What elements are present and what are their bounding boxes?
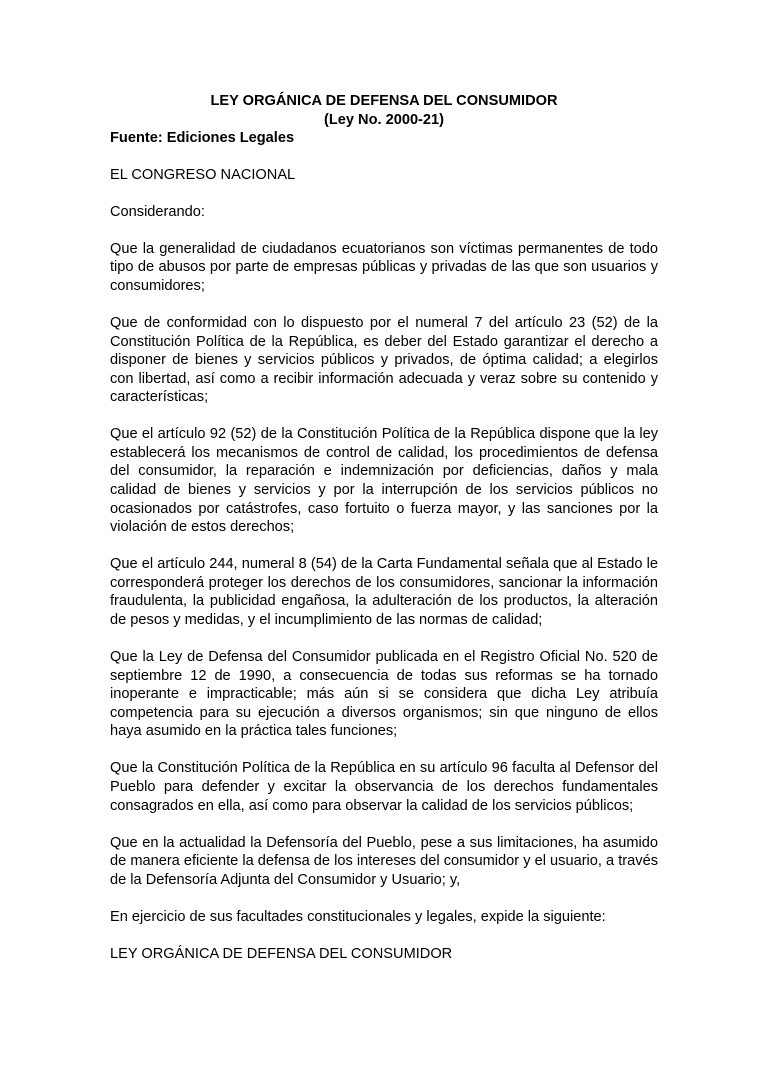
whereas-paragraph-1: Que la generalidad de ciudadanos ecuatorianos son víctimas permanentes de todo tipo de abusos por parte de empresas públicas y privadas de las que son usuarios y consumidores; xyxy=(110,240,658,294)
considering-line: Considerando: xyxy=(110,203,205,220)
final-heading: LEY ORGÁNICA DE DEFENSA DEL CONSUMIDOR xyxy=(110,945,453,962)
document-title: LEY ORGÁNICA DE DEFENSA DEL CONSUMIDOR xyxy=(210,93,558,109)
whereas-paragraph-3: Que el artículo 92 (52) de la Constitución Política de la República dispone que la ley establecerá los mecanismos de control de calidad, los procedimientos de defensa del consumidor, la reparación e indemnización por deficiencias, daños y mala calidad de bienes y servicios y por la interrupción de los servicios públicos no ocasionados por catástrofes, caso fortuito o fuerza mayor, y las sanciones por la violación de estos derechos; xyxy=(110,426,658,536)
closing-line: En ejercicio de sus facultades constitucionales y legales, expide la siguiente: xyxy=(110,908,606,925)
whereas-paragraph-6: Que la Constitución Política de la República en su artículo 96 faculta al Defensor del Pueblo para defender y excitar la observancia de los derechos fundamentales consagrados en ella, así como para observar la calidad de los servicios públicos; xyxy=(110,760,658,814)
source-line: Fuente: Ediciones Legales xyxy=(110,130,295,147)
whereas-paragraph-2: Que de conformidad con lo dispuesto por el numeral 7 del artículo 23 (52) de la Constitución Política de la República, es deber del Estado garantizar el derecho a disponer de bienes y servicios públicos y privados, de óptima calidad; a elegirlos con libertad, así como a recibir información adecuada y veraz sobre su contenido y características; xyxy=(110,314,658,406)
law-number: (Ley No. 2000-21) xyxy=(323,111,445,128)
whereas-paragraph-4: Que el artículo 244, numeral 8 (54) de la Carta Fundamental señala que al Estado le corresponderá proteger los derechos de los consumidores, sancionar la información fraudulenta, la publicidad engañosa, la adulteración de los productos, la alteración de pesos y medidas, y el incumplimiento de las normas de calidad; xyxy=(110,556,658,629)
document-body xyxy=(110,92,658,963)
whereas-paragraph-5: Que la Ley de Defensa del Consumidor publicada en el Registro Oficial No. 520 de septiembre 12 de 1990, a consecuencia de todas sus reformas se ha tornado inoperante e impracticable; más aún si se considera que dicha Ley atribuía competencia para su ejecución a diversos organismos; sin que ninguno de ellos haya asumido en la práctica tales funciones; xyxy=(110,649,658,740)
whereas-paragraph-7: Que en la actualidad la Defensoría del Pueblo, pese a sus limitaciones, ha asumido de manera eficiente la defensa de los intereses del consumidor y el usuario, a través de la Defensoría Adjunta del Consumidor y Usuario; y, xyxy=(110,834,658,888)
issuer-line: EL CONGRESO NACIONAL xyxy=(110,166,296,183)
